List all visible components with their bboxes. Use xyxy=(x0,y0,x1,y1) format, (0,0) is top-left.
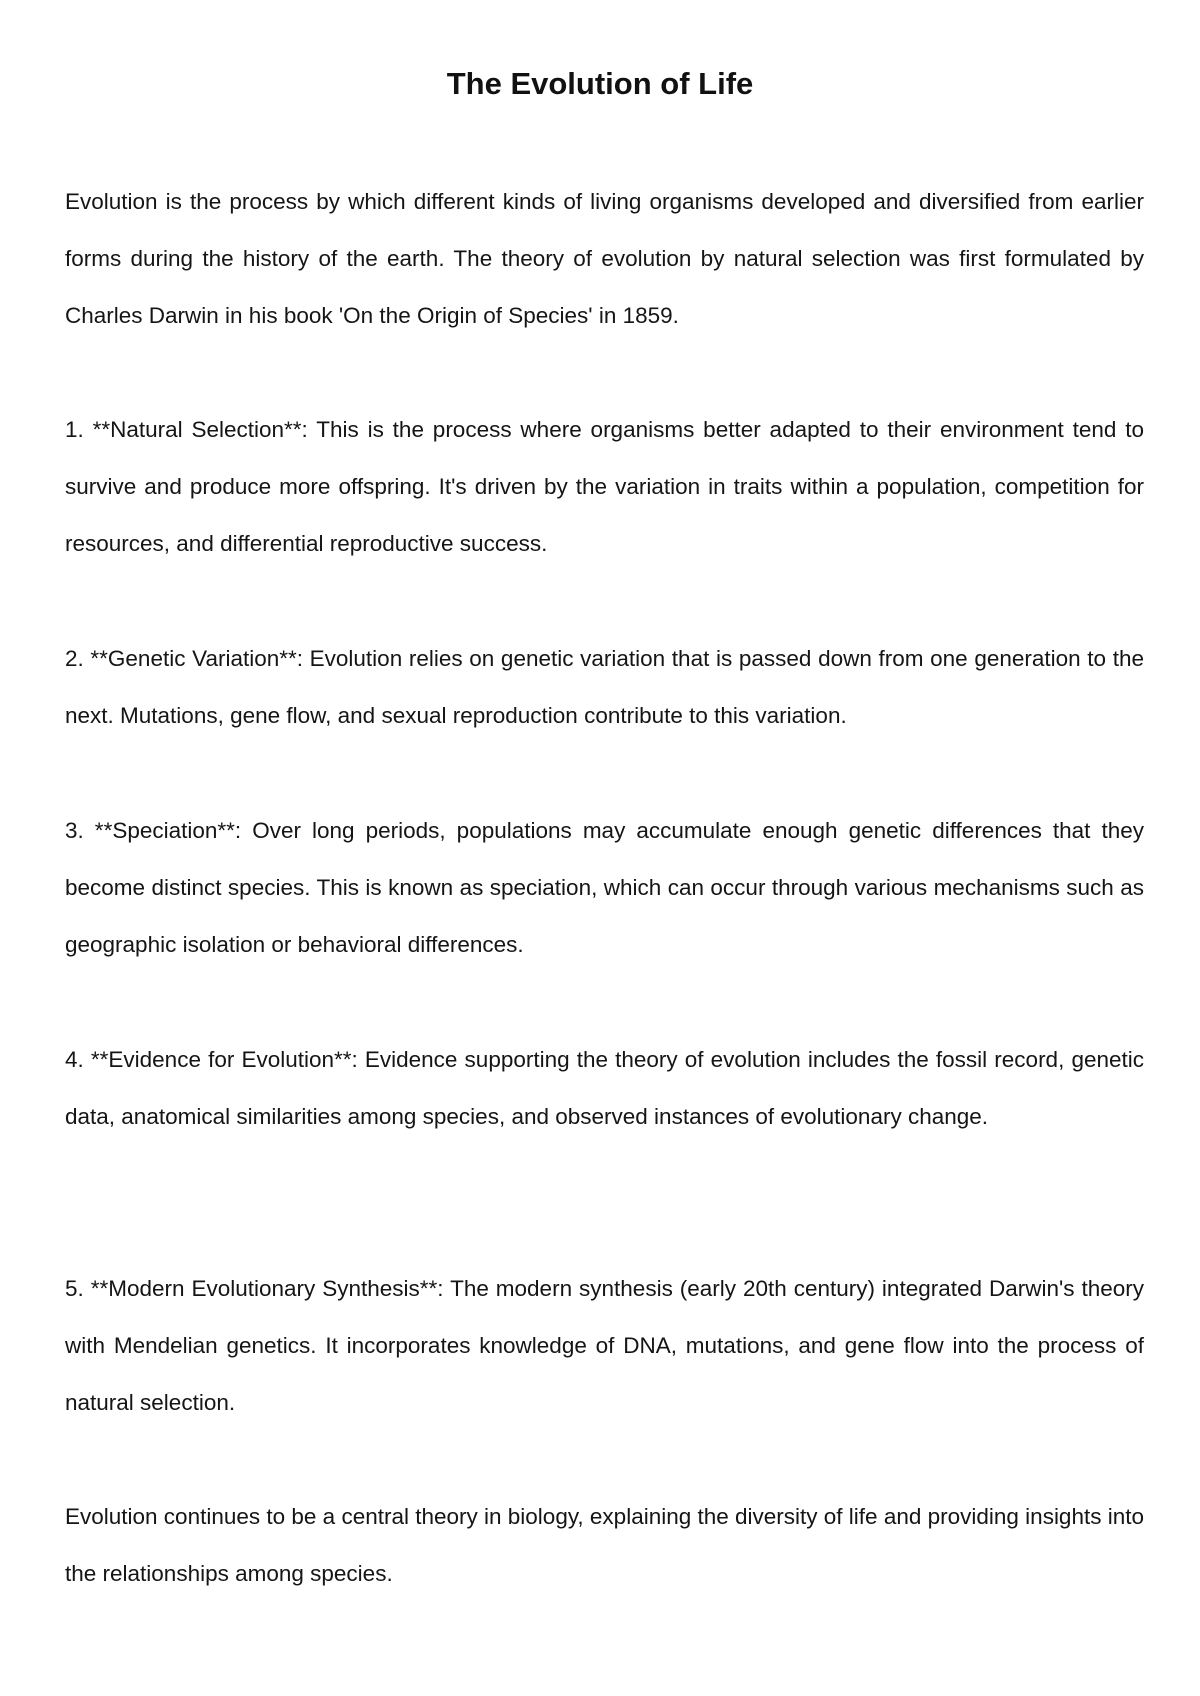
list-item-speciation: 3. **Speciation**: Over long periods, populations may accumulate enough genetic differences that they become distinct species. This is known as speciation, which can occur through various mechanisms such as geographic isolation or behavioral differences. xyxy=(65,818,1144,957)
conclusion-paragraph: Evolution continues to be a central theory in biology, explaining the diversity of life and providing insights into the relationships among species. xyxy=(65,1504,1144,1586)
list-item-natural-selection: 1. **Natural Selection**: This is the process where organisms better adapted to their environment tend to survive and produce more offspring. It's driven by the variation in traits within a population, competition for resources, and differential reproductive success. xyxy=(65,417,1144,556)
list-item-evidence-for-evolution: 4. **Evidence for Evolution**: Evidence supporting the theory of evolution includes the fossil record, genetic data, anatomical similarities among species, and observed instances of evolutionary change. xyxy=(65,1047,1144,1129)
list-item-genetic-variation: 2. **Genetic Variation**: Evolution relies on genetic variation that is passed down from one generation to the next. Mutations, gene flow, and sexual reproduction contribute to this variation. xyxy=(65,646,1144,728)
intro-paragraph: Evolution is the process by which different kinds of living organisms developed and diversified from earlier forms during the history of the earth. The theory of evolution by natural selection was first formulated by Charles Darwin in his book 'On the Origin of Species' in 1859. xyxy=(65,189,1144,328)
list-item-modern-synthesis: 5. **Modern Evolutionary Synthesis**: The modern synthesis (early 20th century) integrated Darwin's theory with Mendelian genetics. It incorporates knowledge of DNA, mutations, and gene flow into the process of natural selection. xyxy=(65,1276,1144,1415)
document-title: The Evolution of Life xyxy=(446,66,754,101)
